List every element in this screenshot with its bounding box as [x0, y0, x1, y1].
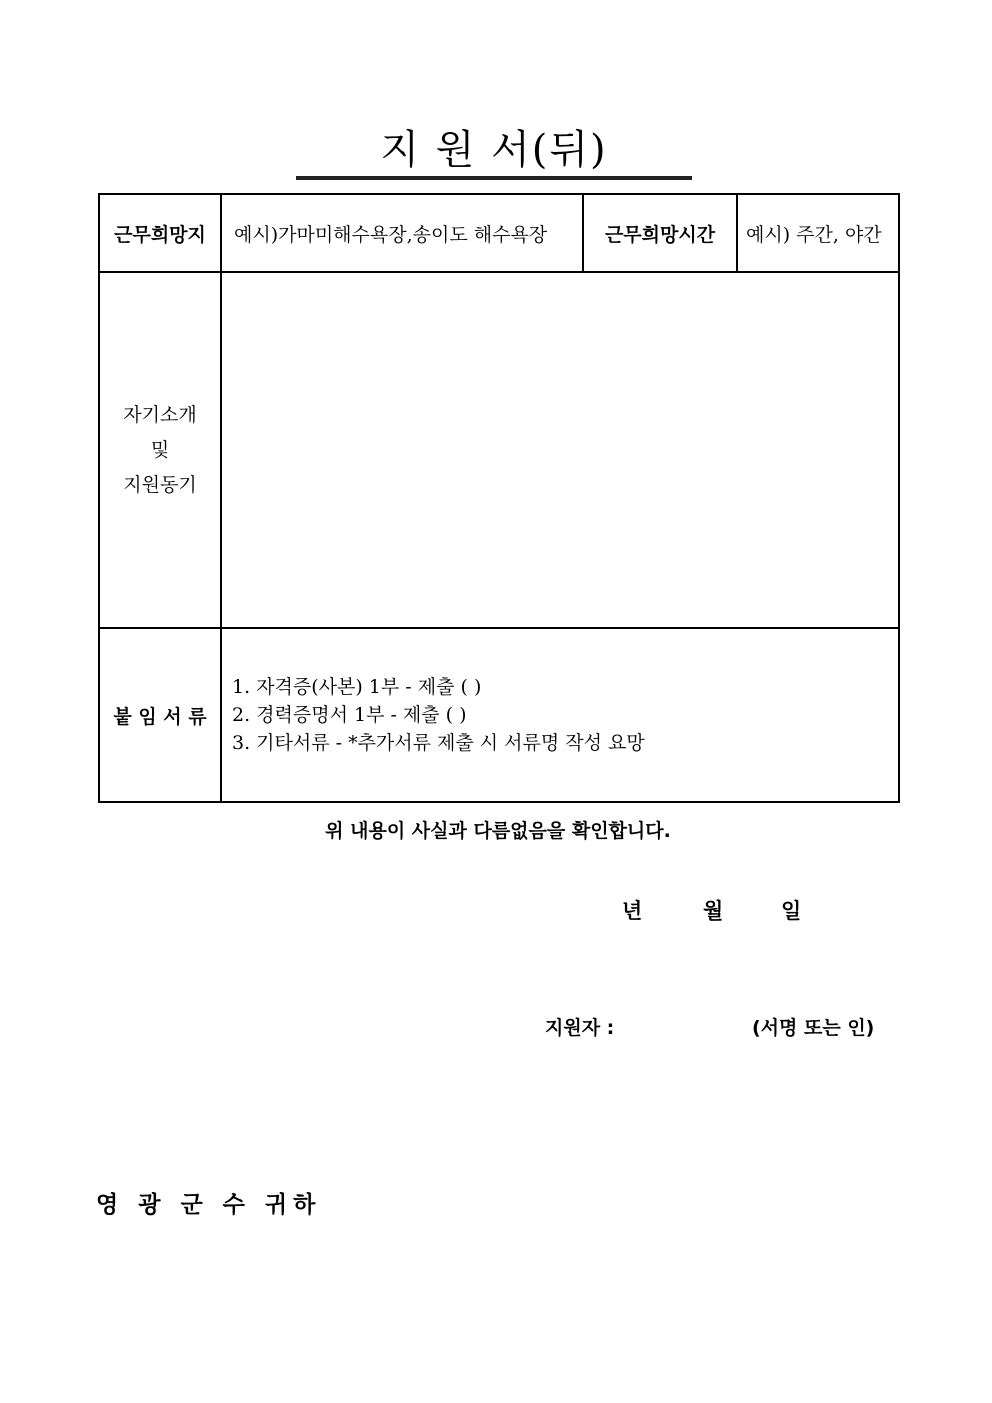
introduction-label-line1: 자기소개 [123, 403, 197, 426]
document-title: 지 원 서(뒤) [380, 127, 608, 173]
preferred-location-field[interactable]: 예시)가마미해수욕장,송이도 해수욕장 [221, 194, 583, 272]
preferred-time-field[interactable]: 예시) 주간, 야간 [737, 194, 899, 272]
confirmation-statement: 위 내용이 사실과 다름없음을 확인합니다. [325, 820, 671, 842]
attachment-item-career: 2. 경력증명서 1부 - 제출 ( ) [232, 704, 467, 726]
introduction-row [99, 272, 899, 628]
attachments-label: 붙 임 서 류 [99, 628, 221, 802]
date-year-label: 년 [622, 899, 643, 923]
attachment-item-certificate: 1. 자격증(사본) 1부 - 제출 ( ) [232, 676, 482, 698]
application-form-table [98, 193, 900, 803]
introduction-field[interactable] [221, 272, 899, 628]
preference-row [99, 194, 899, 272]
preferred-time-label: 근무희망시간 [583, 194, 737, 272]
attachments-row [99, 628, 899, 802]
date-month-label: 월 [703, 899, 724, 923]
title-underline [296, 176, 692, 180]
applicant-label: 지원자 : [545, 1017, 615, 1039]
addressee: 영 광 군 수 귀하 [96, 1192, 322, 1218]
date-day-label: 일 [781, 899, 802, 923]
attachments-list [221, 628, 899, 802]
introduction-label-line3: 지원동기 [123, 473, 197, 496]
introduction-label-line2: 및 [150, 438, 170, 461]
preferred-location-label: 근무희망지 [99, 194, 221, 272]
introduction-label [99, 272, 221, 628]
signature-note: (서명 또는 인) [752, 1017, 875, 1039]
attachment-item-other: 3. 기타서류 - *추가서류 제출 시 서류명 작성 요망 [232, 732, 645, 754]
